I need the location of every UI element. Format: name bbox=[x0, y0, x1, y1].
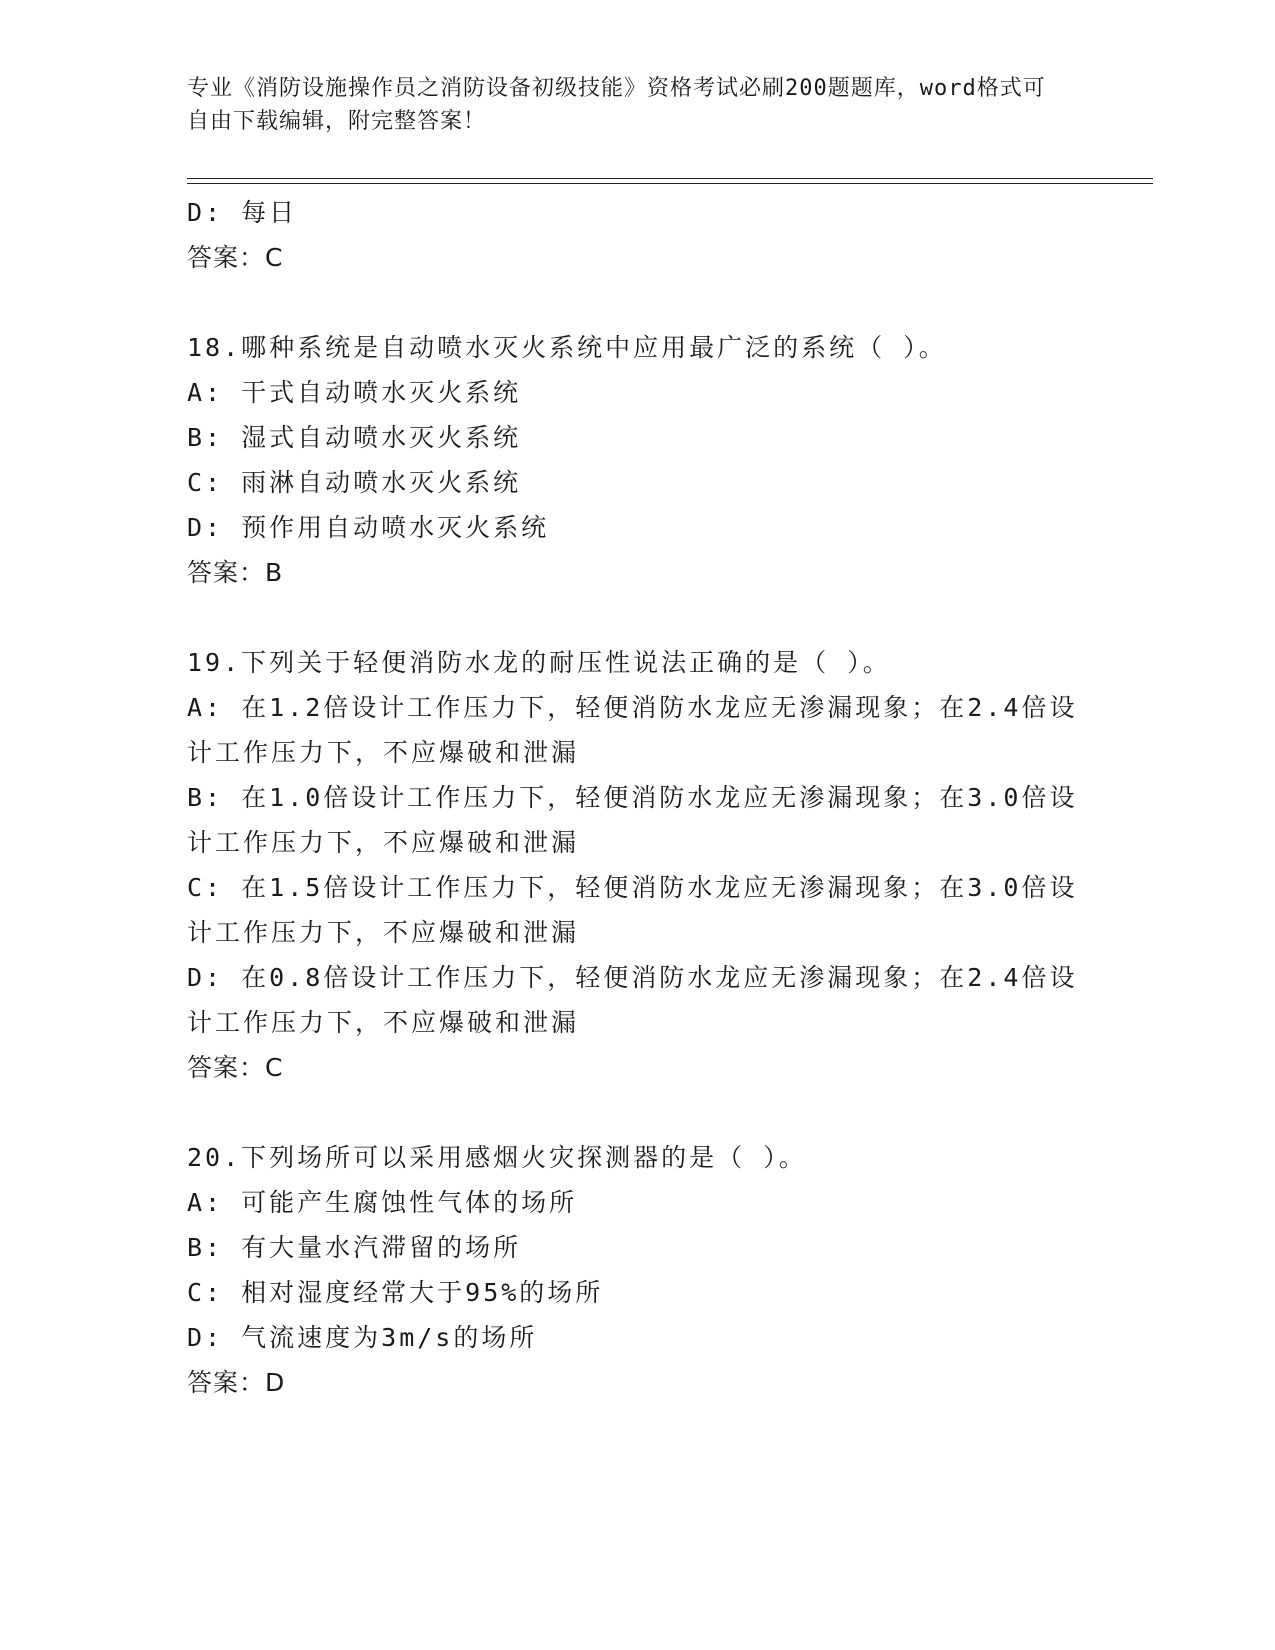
question-stem: 20.下列场所可以采用感烟火灾探测器的是（ ）。 bbox=[187, 1143, 807, 1172]
document-header: 专业《消防设施操作员之消防设备初级技能》资格考试必刷200题题库，word格式可自由下载编辑，附完整答案！ bbox=[187, 76, 1046, 134]
spacer bbox=[187, 280, 1087, 325]
option-d: D: 预作用自动喷水灭火系统 bbox=[187, 513, 550, 542]
question-stem: 19.下列关于轻便消防水龙的耐压性说法正确的是（ ）。 bbox=[187, 648, 891, 677]
prev-answer: 答案：C bbox=[187, 243, 284, 272]
question-stem: 18.哪种系统是自动喷水灭火系统中应用最广泛的系统（ ）。 bbox=[187, 333, 947, 362]
option-b: B: 在1.0倍设计工作压力下，轻便消防水龙应无渗漏现象；在3.0倍设计工作压力下，不应爆破和泄漏 bbox=[187, 783, 1078, 857]
option-d: D: 在0.8倍设计工作压力下，轻便消防水龙应无渗漏现象；在2.4倍设计工作压力下，不应爆破和泄漏 bbox=[187, 963, 1078, 1037]
spacer bbox=[187, 1090, 1087, 1135]
header-divider bbox=[187, 178, 1153, 184]
option-b: B: 湿式自动喷水灭火系统 bbox=[187, 423, 522, 452]
option-a: A: 可能产生腐蚀性气体的场所 bbox=[187, 1188, 578, 1217]
spacer bbox=[187, 595, 1087, 640]
option-d: D: 气流速度为3m/s的场所 bbox=[187, 1323, 538, 1352]
answer: 答案：C bbox=[187, 1053, 284, 1082]
answer: 答案：D bbox=[187, 1368, 286, 1397]
option-c: C: 雨淋自动喷水灭火系统 bbox=[187, 468, 522, 497]
option-c: C: 相对湿度经常大于95%的场所 bbox=[187, 1278, 604, 1307]
option-b: B: 有大量水汽滞留的场所 bbox=[187, 1233, 522, 1262]
answer: 答案：B bbox=[187, 558, 284, 587]
prev-option-d: D: 每日 bbox=[187, 198, 298, 227]
question-content bbox=[187, 190, 1087, 1405]
option-a: A: 在1.2倍设计工作压力下，轻便消防水龙应无渗漏现象；在2.4倍设计工作压力下，不应爆破和泄漏 bbox=[187, 693, 1078, 767]
option-a: A: 干式自动喷水灭火系统 bbox=[187, 378, 522, 407]
option-c: C: 在1.5倍设计工作压力下，轻便消防水龙应无渗漏现象；在3.0倍设计工作压力下，不应爆破和泄漏 bbox=[187, 873, 1078, 947]
